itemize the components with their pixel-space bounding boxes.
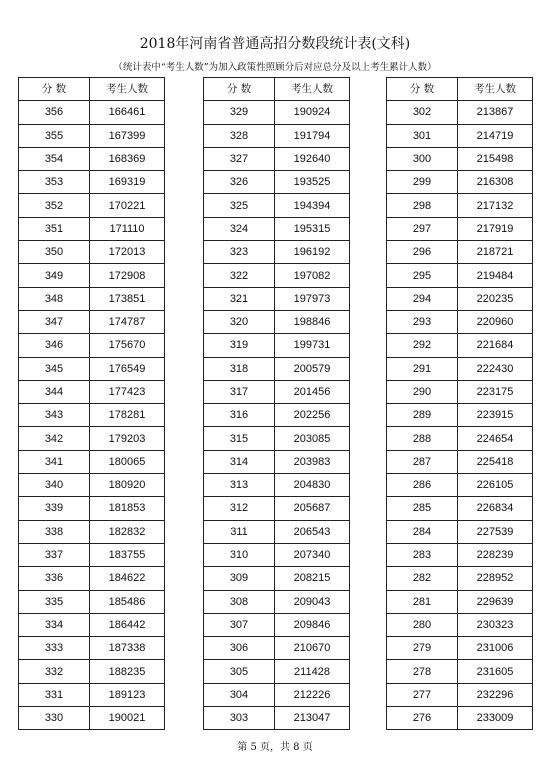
score-cell: 302 — [387, 101, 458, 124]
score-cell: 293 — [387, 310, 458, 333]
count-cell: 215498 — [458, 147, 533, 170]
score-cell: 282 — [387, 567, 458, 590]
table-row — [204, 404, 350, 427]
score-cell: 353 — [19, 171, 90, 194]
count-cell: 199731 — [275, 334, 350, 357]
score-cell: 295 — [387, 264, 458, 287]
count-cell: 174787 — [90, 310, 165, 333]
table-row — [387, 101, 533, 124]
table-row — [387, 543, 533, 566]
score-cell: 283 — [387, 543, 458, 566]
score-cell: 325 — [204, 194, 275, 217]
count-cell: 190924 — [275, 101, 350, 124]
table-header-row — [204, 78, 350, 101]
table-row — [19, 567, 165, 590]
table-row — [204, 520, 350, 543]
score-cell: 352 — [19, 194, 90, 217]
score-cell: 345 — [19, 357, 90, 380]
score-cell: 331 — [19, 683, 90, 706]
score-cell: 324 — [204, 217, 275, 240]
score-cell: 301 — [387, 124, 458, 147]
table-row — [19, 147, 165, 170]
count-cell: 189123 — [90, 683, 165, 706]
table-row — [387, 404, 533, 427]
score-cell: 349 — [19, 264, 90, 287]
table-row — [204, 427, 350, 450]
count-cell: 169319 — [90, 171, 165, 194]
table-row — [19, 171, 165, 194]
count-cell: 173851 — [90, 287, 165, 310]
count-cell: 179203 — [90, 427, 165, 450]
score-header: 分 数 — [204, 78, 275, 101]
score-table-3 — [386, 77, 533, 730]
table-row — [19, 683, 165, 706]
table-row — [387, 520, 533, 543]
table-row — [204, 217, 350, 240]
score-cell: 333 — [19, 637, 90, 660]
count-cell: 172908 — [90, 264, 165, 287]
score-cell: 326 — [204, 171, 275, 194]
table-row — [387, 567, 533, 590]
score-cell: 335 — [19, 590, 90, 613]
score-cell: 286 — [387, 474, 458, 497]
table-row — [204, 147, 350, 170]
table-row — [204, 450, 350, 473]
table-row — [19, 124, 165, 147]
score-cell: 308 — [204, 590, 275, 613]
score-cell: 328 — [204, 124, 275, 147]
score-cell: 317 — [204, 380, 275, 403]
count-cell: 206543 — [275, 520, 350, 543]
count-cell: 223915 — [458, 404, 533, 427]
score-cell: 284 — [387, 520, 458, 543]
count-cell: 200579 — [275, 357, 350, 380]
score-cell: 311 — [204, 520, 275, 543]
count-cell: 178281 — [90, 404, 165, 427]
score-cell: 303 — [204, 707, 275, 730]
count-cell: 223175 — [458, 380, 533, 403]
count-cell: 211428 — [275, 660, 350, 683]
table-row — [19, 613, 165, 636]
table-row — [19, 287, 165, 310]
table-row — [387, 194, 533, 217]
score-cell: 300 — [387, 147, 458, 170]
table-row — [204, 567, 350, 590]
table-row — [204, 287, 350, 310]
count-cell: 213867 — [458, 101, 533, 124]
table-row — [204, 590, 350, 613]
score-cell: 306 — [204, 637, 275, 660]
score-cell: 320 — [204, 310, 275, 333]
table-row — [19, 474, 165, 497]
count-cell: 190021 — [90, 707, 165, 730]
table-row — [204, 124, 350, 147]
table-row — [19, 241, 165, 264]
table-row — [19, 217, 165, 240]
count-cell: 231006 — [458, 637, 533, 660]
table-row — [204, 380, 350, 403]
score-cell: 338 — [19, 520, 90, 543]
table-row — [387, 380, 533, 403]
count-cell: 220960 — [458, 310, 533, 333]
score-cell: 344 — [19, 380, 90, 403]
score-header: 分 数 — [19, 78, 90, 101]
table-row — [387, 241, 533, 264]
count-cell: 213047 — [275, 707, 350, 730]
count-cell: 166461 — [90, 101, 165, 124]
count-cell: 230323 — [458, 613, 533, 636]
score-cell: 356 — [19, 101, 90, 124]
count-cell: 233009 — [458, 707, 533, 730]
count-cell: 212226 — [275, 683, 350, 706]
score-table-1 — [18, 77, 165, 730]
table-row — [387, 474, 533, 497]
table-row — [19, 404, 165, 427]
page-title: 2018年河南省普通高招分数段统计表(文科) — [139, 36, 411, 52]
score-cell: 309 — [204, 567, 275, 590]
count-cell: 229639 — [458, 590, 533, 613]
table-row — [204, 660, 350, 683]
score-cell: 337 — [19, 543, 90, 566]
score-cell: 339 — [19, 497, 90, 520]
count-cell: 218721 — [458, 241, 533, 264]
score-cell: 334 — [19, 613, 90, 636]
score-cell: 296 — [387, 241, 458, 264]
score-cell: 347 — [19, 310, 90, 333]
score-cell: 346 — [19, 334, 90, 357]
table-row — [387, 171, 533, 194]
table-row — [19, 264, 165, 287]
table-row — [19, 380, 165, 403]
score-header: 分 数 — [387, 78, 458, 101]
score-cell: 348 — [19, 287, 90, 310]
page-footer: 第 5 页，共 8 页 — [237, 742, 313, 753]
table-row — [19, 660, 165, 683]
score-cell: 281 — [387, 590, 458, 613]
score-cell: 340 — [19, 474, 90, 497]
count-cell: 217132 — [458, 194, 533, 217]
count-cell: 228239 — [458, 543, 533, 566]
count-cell: 177423 — [90, 380, 165, 403]
score-cell: 305 — [204, 660, 275, 683]
count-cell: 193525 — [275, 171, 350, 194]
count-cell: 181853 — [90, 497, 165, 520]
table-row — [204, 613, 350, 636]
table-row — [387, 613, 533, 636]
score-cell: 315 — [204, 427, 275, 450]
table-row — [387, 147, 533, 170]
count-cell: 210670 — [275, 637, 350, 660]
score-cell: 322 — [204, 264, 275, 287]
count-cell: 180920 — [90, 474, 165, 497]
table-row — [204, 683, 350, 706]
table-row — [387, 310, 533, 333]
score-cell: 294 — [387, 287, 458, 310]
count-cell: 204830 — [275, 474, 350, 497]
score-cell: 278 — [387, 660, 458, 683]
table-row — [387, 683, 533, 706]
count-cell: 228952 — [458, 567, 533, 590]
table-row — [387, 217, 533, 240]
table-row — [204, 310, 350, 333]
table-row — [387, 637, 533, 660]
score-cell: 314 — [204, 450, 275, 473]
score-table-2 — [203, 77, 350, 730]
count-cell: 208215 — [275, 567, 350, 590]
table-row — [204, 474, 350, 497]
count-cell: 197082 — [275, 264, 350, 287]
table-row — [387, 497, 533, 520]
count-cell: 167399 — [90, 124, 165, 147]
table-row — [19, 427, 165, 450]
score-cell: 355 — [19, 124, 90, 147]
table-row — [19, 590, 165, 613]
score-cell: 319 — [204, 334, 275, 357]
count-cell: 219484 — [458, 264, 533, 287]
table-row — [19, 637, 165, 660]
score-cell: 354 — [19, 147, 90, 170]
score-cell: 351 — [19, 217, 90, 240]
count-cell: 202256 — [275, 404, 350, 427]
score-cell: 342 — [19, 427, 90, 450]
table-row — [204, 497, 350, 520]
score-cell: 332 — [19, 660, 90, 683]
score-cell: 290 — [387, 380, 458, 403]
score-cell: 316 — [204, 404, 275, 427]
count-cell: 183755 — [90, 543, 165, 566]
table-row — [387, 660, 533, 683]
score-cell: 310 — [204, 543, 275, 566]
table-row — [387, 287, 533, 310]
count-cell: 216308 — [458, 171, 533, 194]
count-cell: 203085 — [275, 427, 350, 450]
count-cell: 209043 — [275, 590, 350, 613]
score-cell: 297 — [387, 217, 458, 240]
score-cell: 277 — [387, 683, 458, 706]
table-row — [387, 124, 533, 147]
table-row — [387, 450, 533, 473]
table-row — [204, 543, 350, 566]
table-row — [204, 264, 350, 287]
count-cell: 175670 — [90, 334, 165, 357]
table-row — [204, 194, 350, 217]
count-cell: 226834 — [458, 497, 533, 520]
count-cell: 205687 — [275, 497, 350, 520]
score-cell: 341 — [19, 450, 90, 473]
count-cell: 217919 — [458, 217, 533, 240]
table-row — [204, 707, 350, 730]
score-cell: 330 — [19, 707, 90, 730]
table-header-row — [387, 78, 533, 101]
count-cell: 180065 — [90, 450, 165, 473]
count-cell: 185486 — [90, 590, 165, 613]
table-row — [19, 450, 165, 473]
score-cell: 336 — [19, 567, 90, 590]
score-cell: 307 — [204, 613, 275, 636]
count-cell: 182832 — [90, 520, 165, 543]
score-cell: 288 — [387, 427, 458, 450]
count-cell: 214719 — [458, 124, 533, 147]
table-row — [19, 357, 165, 380]
count-cell: 194394 — [275, 194, 350, 217]
count-cell: 220235 — [458, 287, 533, 310]
table-row — [19, 520, 165, 543]
table-row — [204, 334, 350, 357]
count-cell: 186442 — [90, 613, 165, 636]
count-header: 考生人数 — [90, 78, 165, 101]
score-cell: 329 — [204, 101, 275, 124]
table-row — [19, 543, 165, 566]
score-cell: 318 — [204, 357, 275, 380]
table-row — [19, 707, 165, 730]
count-cell: 191794 — [275, 124, 350, 147]
score-cell: 291 — [387, 357, 458, 380]
score-cell: 279 — [387, 637, 458, 660]
count-cell: 226105 — [458, 474, 533, 497]
score-cell: 327 — [204, 147, 275, 170]
count-cell: 187338 — [90, 637, 165, 660]
table-row — [19, 194, 165, 217]
score-cell: 299 — [387, 171, 458, 194]
count-cell: 198846 — [275, 310, 350, 333]
score-cell: 280 — [387, 613, 458, 636]
count-cell: 221684 — [458, 334, 533, 357]
count-cell: 195315 — [275, 217, 350, 240]
table-row — [204, 241, 350, 264]
score-cell: 343 — [19, 404, 90, 427]
count-cell: 184622 — [90, 567, 165, 590]
count-cell: 201456 — [275, 380, 350, 403]
table-row — [387, 707, 533, 730]
table-row — [19, 310, 165, 333]
count-cell: 225418 — [458, 450, 533, 473]
count-cell: 209846 — [275, 613, 350, 636]
table-row — [19, 101, 165, 124]
count-cell: 232296 — [458, 683, 533, 706]
count-cell: 224654 — [458, 427, 533, 450]
count-cell: 171110 — [90, 217, 165, 240]
score-cell: 304 — [204, 683, 275, 706]
count-cell: 176549 — [90, 357, 165, 380]
table-row — [387, 590, 533, 613]
score-cell: 350 — [19, 241, 90, 264]
count-cell: 196192 — [275, 241, 350, 264]
count-cell: 231605 — [458, 660, 533, 683]
count-cell: 192640 — [275, 147, 350, 170]
table-row — [19, 334, 165, 357]
count-header: 考生人数 — [275, 78, 350, 101]
table-row — [387, 334, 533, 357]
score-cell: 287 — [387, 450, 458, 473]
count-header: 考生人数 — [458, 78, 533, 101]
count-cell: 188235 — [90, 660, 165, 683]
count-cell: 203983 — [275, 450, 350, 473]
count-cell: 197973 — [275, 287, 350, 310]
score-cell: 321 — [204, 287, 275, 310]
score-cell: 313 — [204, 474, 275, 497]
table-row — [204, 637, 350, 660]
table-row — [387, 357, 533, 380]
table-row — [387, 264, 533, 287]
table-row — [204, 101, 350, 124]
table-row — [19, 497, 165, 520]
table-row — [387, 427, 533, 450]
count-cell: 207340 — [275, 543, 350, 566]
score-cell: 323 — [204, 241, 275, 264]
score-cell: 312 — [204, 497, 275, 520]
score-cell: 292 — [387, 334, 458, 357]
count-cell: 170221 — [90, 194, 165, 217]
score-cell: 289 — [387, 404, 458, 427]
table-row — [204, 357, 350, 380]
count-cell: 222430 — [458, 357, 533, 380]
table-header-row — [19, 78, 165, 101]
table-row — [204, 171, 350, 194]
score-cell: 285 — [387, 497, 458, 520]
count-cell: 227539 — [458, 520, 533, 543]
count-cell: 168369 — [90, 147, 165, 170]
count-cell: 172013 — [90, 241, 165, 264]
page-subtitle: （统计表中“考生人数”为加入政策性照顾分后对应总分及以上考生累计人数） — [113, 62, 437, 73]
score-cell: 298 — [387, 194, 458, 217]
score-cell: 276 — [387, 707, 458, 730]
